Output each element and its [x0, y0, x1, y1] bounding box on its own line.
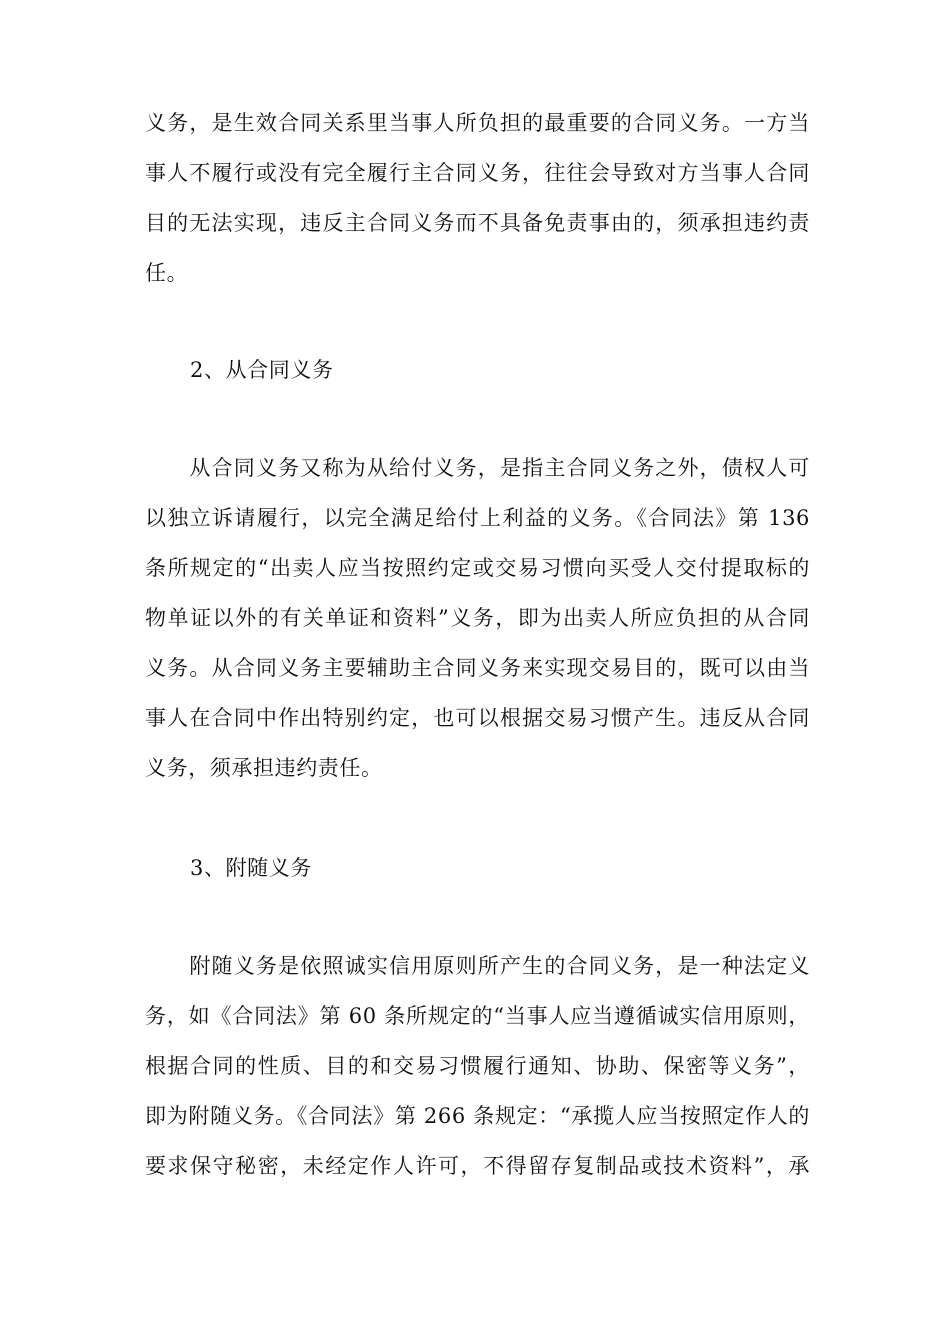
text-line: 目的无法实现，违反主合同义务而不具备免责事由的，须承担违约责	[145, 211, 810, 235]
text-line: 条所规定的“出卖人应当按照约定或交易习惯向买受人交付提取标的	[145, 556, 810, 580]
text-line: 义务，是生效合同关系里当事人所负担的最重要的合同义务。一方当	[145, 111, 810, 135]
text-line: 从合同义务又称为从给付义务，是指主合同义务之外，债权人可	[145, 456, 810, 480]
text-line: 义务，须承担违约责任。	[145, 756, 383, 780]
text-line: 任。	[145, 261, 189, 285]
text-line: 以独立诉请履行，以完全满足给付上利益的义务。《合同法》第 136	[145, 506, 810, 530]
paragraph-main-obligation	[145, 98, 810, 298]
text-line: 物单证以外的有关单证和资料”义务，即为出卖人所应负担的从合同	[145, 606, 810, 630]
text-line: 义务。从合同义务主要辅助主合同义务来实现交易目的，既可以由当	[145, 656, 810, 680]
section-heading-collateral-obligation: 3、附随义务	[190, 856, 312, 880]
paragraph-collateral-obligation	[145, 941, 810, 1191]
text-line: 根据合同的性质、目的和交易习惯履行通知、协助、保密等义务”，	[145, 1054, 810, 1078]
text-line: 要求保守秘密，未经定作人许可，不得留存复制品或技术资料”，承	[145, 1154, 810, 1178]
section-heading-ancillary-obligation: 2、从合同义务	[190, 358, 334, 382]
text-line: 事人不履行或没有完全履行主合同义务，往往会导致对方当事人合同	[145, 161, 810, 185]
paragraph-ancillary-obligation	[145, 443, 810, 793]
text-line: 即为附随义务。《合同法》第 266 条规定：“承揽人应当按照定作人的	[145, 1104, 810, 1128]
text-line: 务，如《合同法》第 60 条所规定的“当事人应当遵循诚实信用原则，	[145, 1004, 810, 1028]
text-line: 附随义务是依照诚实信用原则所产生的合同义务，是一种法定义	[145, 954, 810, 978]
text-line: 事人在合同中作出特别约定，也可以根据交易习惯产生。违反从合同	[145, 706, 810, 730]
